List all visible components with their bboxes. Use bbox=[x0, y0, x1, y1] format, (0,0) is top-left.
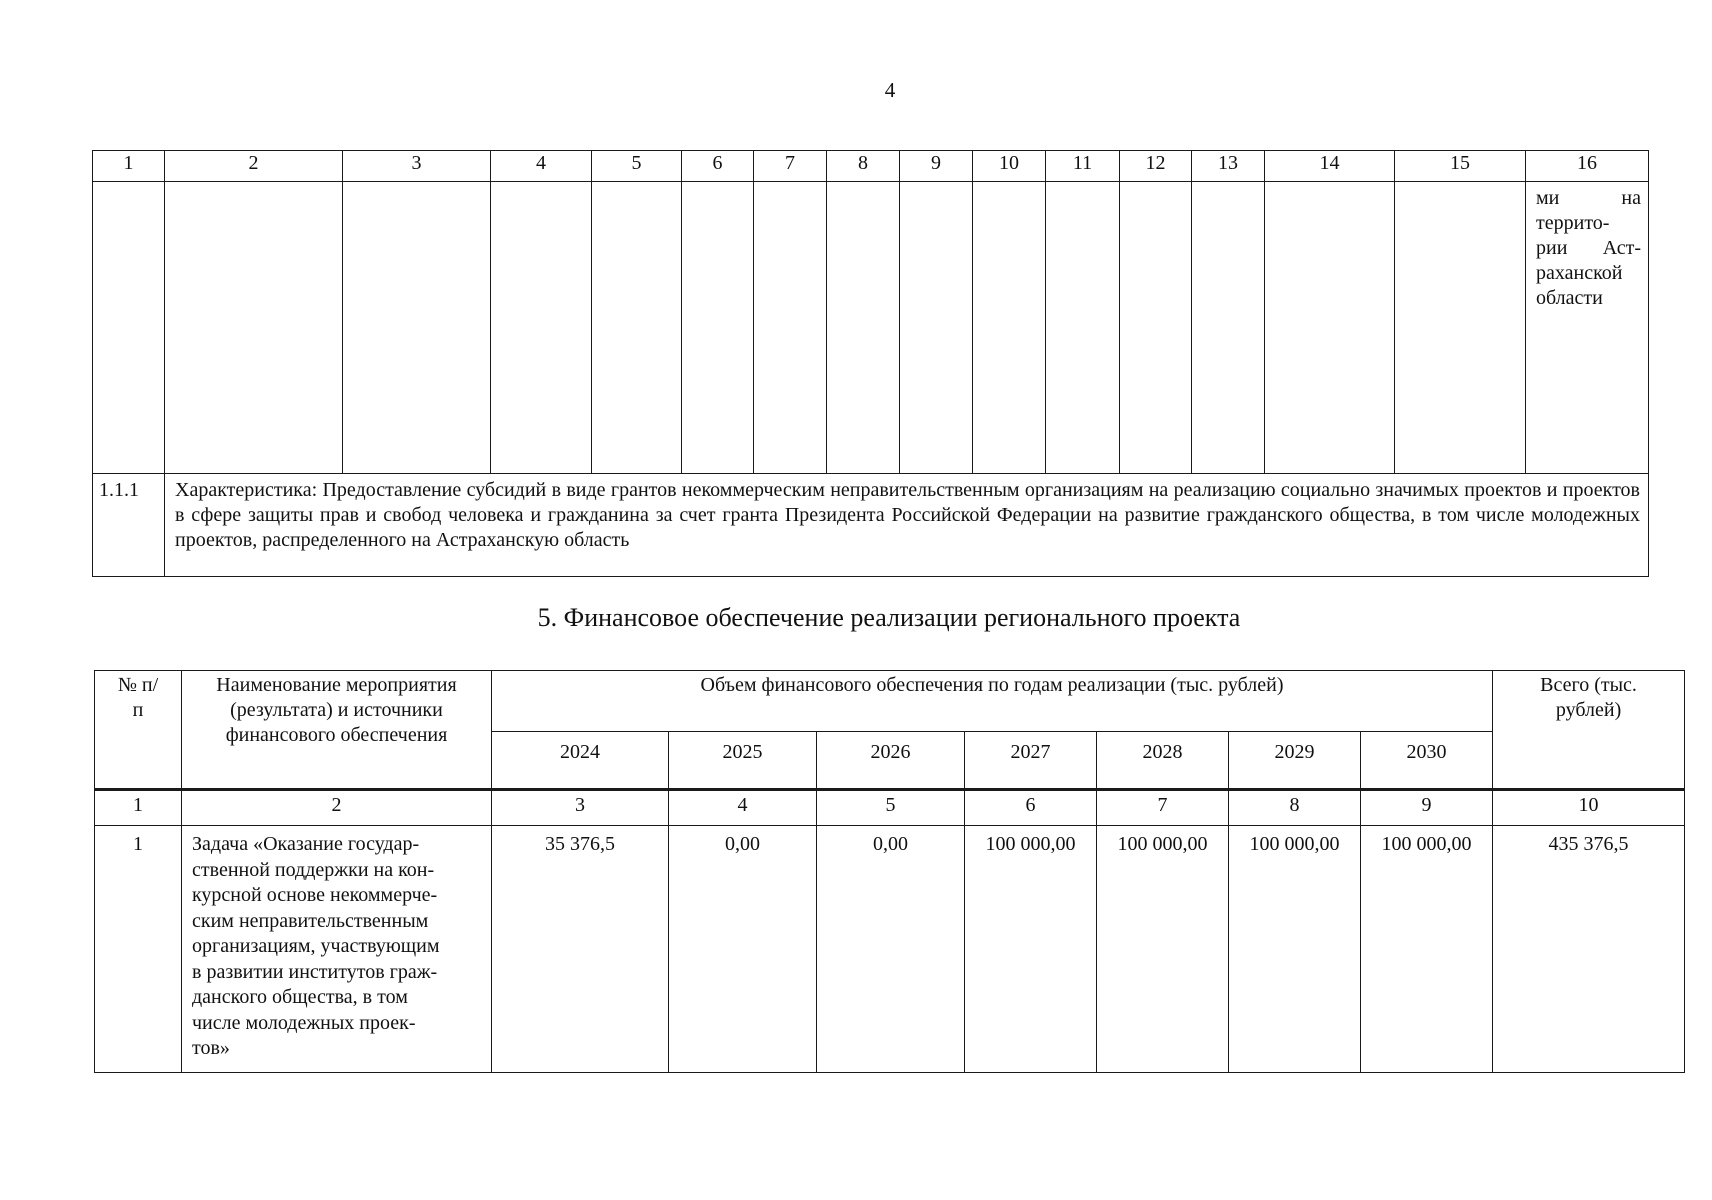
table1-header-cell: 2 bbox=[165, 151, 343, 182]
table1-cell bbox=[827, 182, 900, 474]
table1-header-cell: 12 bbox=[1120, 151, 1192, 182]
year-header: 2027 bbox=[965, 732, 1097, 790]
table1-cell bbox=[1120, 182, 1192, 474]
row-name-line: организациям, участвующим bbox=[192, 935, 440, 957]
table1-header-cell: 8 bbox=[827, 151, 900, 182]
col16-line: ми на bbox=[1536, 187, 1641, 209]
table1-cell bbox=[754, 182, 827, 474]
table1-cell bbox=[1192, 182, 1265, 474]
table1-cell bbox=[1046, 182, 1120, 474]
table1-cell bbox=[592, 182, 682, 474]
column-number: 2 bbox=[182, 790, 492, 826]
table1-continuation-row bbox=[93, 182, 1649, 474]
table1-header-cell: 7 bbox=[754, 151, 827, 182]
row-name-line: числе молодежных проек- bbox=[192, 1011, 416, 1034]
table1-header-cell: 15 bbox=[1395, 151, 1526, 182]
table1-header-row bbox=[93, 151, 1649, 182]
year-header: 2025 bbox=[669, 732, 817, 790]
column-number: 5 bbox=[817, 790, 965, 826]
table1-characteristic-row bbox=[93, 474, 1649, 577]
col16-line: раханской bbox=[1536, 262, 1623, 284]
table1-cell bbox=[1395, 182, 1526, 474]
row-value: 100 000,00 bbox=[1097, 826, 1229, 1073]
table1-cell bbox=[165, 182, 343, 474]
table-row bbox=[95, 826, 1685, 1073]
column-number: 4 bbox=[669, 790, 817, 826]
col-total-header: Всего (тыс. рублей) bbox=[1493, 671, 1685, 790]
column-number: 9 bbox=[1361, 790, 1493, 826]
table1-cell bbox=[900, 182, 973, 474]
row-number: 1 bbox=[95, 826, 182, 1073]
year-header: 2026 bbox=[817, 732, 965, 790]
table1-cell bbox=[491, 182, 592, 474]
row-name bbox=[182, 826, 492, 1073]
page-number: 4 bbox=[884, 78, 896, 102]
column-number: 8 bbox=[1229, 790, 1361, 826]
table1-cell bbox=[343, 182, 491, 474]
table1-header-cell: 16 bbox=[1526, 151, 1649, 182]
characteristic-text: Характеристика: Предоставление субсидий в виде грантов некоммерческим неправительственным организациям на реализацию социально значимых проектов и проектов в сфере защиты прав и свобод человека и гражданина за счет гранта Президента Российской Федерации на развитие гражданского общества, в том числе молодежных проектов, распределенного на Астраханскую область bbox=[165, 474, 1649, 577]
table1-cell bbox=[682, 182, 754, 474]
table1-header-cell: 10 bbox=[973, 151, 1046, 182]
row-name-line: данского общества, в том bbox=[192, 986, 408, 1008]
table1-cell bbox=[973, 182, 1046, 474]
row-value: 100 000,00 bbox=[965, 826, 1097, 1073]
table2-column-numbers-row bbox=[95, 790, 1685, 826]
year-header: 2024 bbox=[492, 732, 669, 790]
row-name-line: ским неправительственным bbox=[192, 909, 429, 932]
year-header: 2028 bbox=[1097, 732, 1229, 790]
characteristic-number: 1.1.1 bbox=[93, 474, 165, 577]
column-number: 7 bbox=[1097, 790, 1229, 826]
row-value: 100 000,00 bbox=[1229, 826, 1361, 1073]
col16-line: террито- bbox=[1536, 212, 1610, 234]
table1-cell bbox=[1265, 182, 1395, 474]
col-number-header: № п/п bbox=[95, 671, 182, 790]
table1-header-cell: 6 bbox=[682, 151, 754, 182]
table2-header-row bbox=[95, 671, 1685, 732]
col-volume-header: Объем финансового обеспечения по годам реализации (тыс. рублей) bbox=[492, 671, 1493, 732]
table1-cell bbox=[93, 182, 165, 474]
table1-header-cell: 13 bbox=[1192, 151, 1265, 182]
section-title-text: 5. Финансовое обеспечение реализации регионального проекта bbox=[537, 603, 1241, 632]
row-value: 100 000,00 bbox=[1361, 826, 1493, 1073]
row-name-line: курсной основе некоммерче- bbox=[192, 884, 438, 906]
col16-line: области bbox=[1536, 287, 1603, 309]
column-number: 10 bbox=[1493, 790, 1685, 826]
year-header: 2030 bbox=[1361, 732, 1493, 790]
financing-table bbox=[94, 670, 1685, 1073]
column-number: 3 bbox=[492, 790, 669, 826]
section-title bbox=[0, 603, 1558, 633]
row-total: 435 376,5 bbox=[1493, 826, 1685, 1073]
col-name-header: Наименование мероприятия (результата) и источники финансового обеспечения bbox=[182, 671, 492, 790]
row-name-line: Задача «Оказание государ- bbox=[192, 833, 420, 855]
table1-col16-text bbox=[1526, 182, 1649, 474]
row-name-line: в развитии институтов граж- bbox=[192, 960, 438, 983]
results-table bbox=[92, 150, 1649, 577]
row-value: 0,00 bbox=[669, 826, 817, 1073]
row-name-line: ственной поддержки на кон- bbox=[192, 858, 435, 881]
column-number: 1 bbox=[95, 790, 182, 826]
table1-header-cell: 1 bbox=[93, 151, 165, 182]
table1-header-cell: 5 bbox=[592, 151, 682, 182]
table1-header-cell: 4 bbox=[491, 151, 592, 182]
table1-header-cell: 3 bbox=[343, 151, 491, 182]
row-value: 0,00 bbox=[817, 826, 965, 1073]
table1-header-cell: 11 bbox=[1046, 151, 1120, 182]
row-value: 35 376,5 bbox=[492, 826, 669, 1073]
column-number: 6 bbox=[965, 790, 1097, 826]
col16-line: рии Аст- bbox=[1536, 237, 1641, 259]
row-name-line: тов» bbox=[192, 1037, 230, 1059]
table1-header-cell: 9 bbox=[900, 151, 973, 182]
year-header: 2029 bbox=[1229, 732, 1361, 790]
table1-header-cell: 14 bbox=[1265, 151, 1395, 182]
